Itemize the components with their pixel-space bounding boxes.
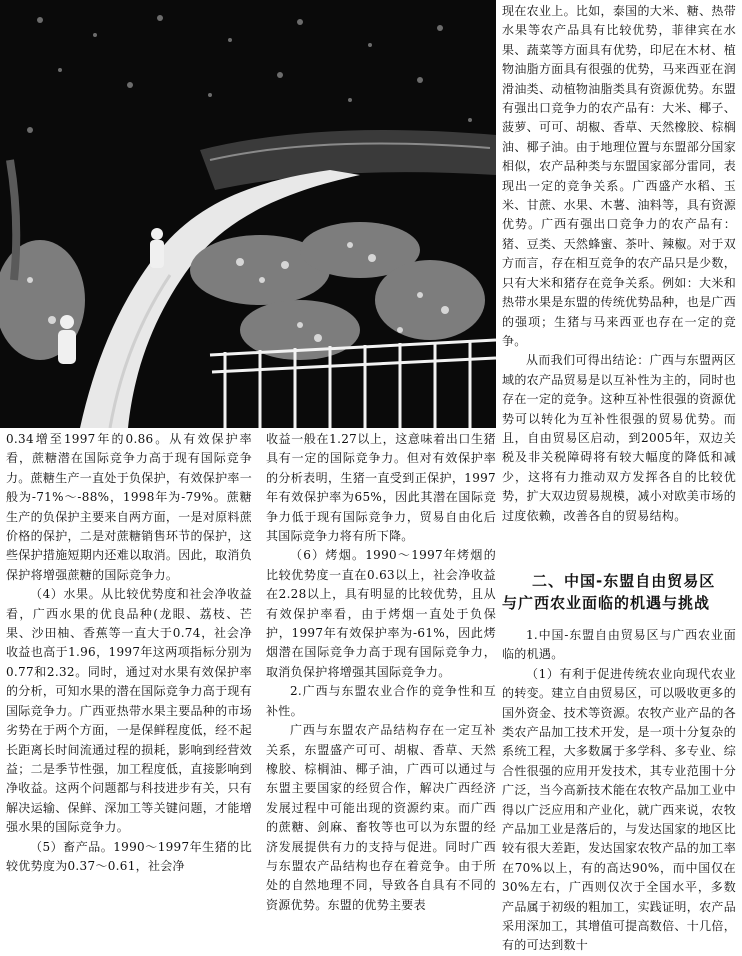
paragraph-livestock: （5）畜产品。1990～1997年生猪的比较优势度为0.37～0.61，社会净 (6, 839, 252, 873)
paragraph-tobacco: （6）烤烟。1990～1997年烤烟的比较优势度一直在0.63以上，社会净收益在2.28以上，具有明显的比较优势，且从有效保护率看，由于烤烟一直处于负保护，1997年有效保护率为-61%，因此烤烟潜在国际竞争力高于现有国际竞争力，取消负保护将增强其国际竞争力。 (266, 548, 496, 679)
paragraph-modern-agriculture: （1）有利于促进传统农业向现代农业的转变。建立自由贸易区，可以吸收更多的国外资金、技术等资源。农牧产业产品的各类农产品加工技术开发，是一项十分复杂的系统工程，大多数属于多学科、多专业、综合性很强的应用开发技术，其专业范围十分广泛，当今高新技术能在农牧产品加工业中得以广泛应用和产业化，就广西来说，农牧产品加工业是落后的，与发达国家的地区比较有很大差距，发达国家农牧产品的加工率在70%以上，有的高达90%，而中国仅在30%左右，广西则仅次于全国水平，多数产品属于初级的粗加工，实践证明，农产品采用深加工，其增值可提高数倍、十几倍，有的可达到数十 (502, 666, 736, 953)
section-heading-line1: 二、中国-东盟自由贸易区 (532, 571, 716, 590)
paragraph-conclusion: 从而我们可得出结论：广西与东盟两区域的农产品贸易是以互补性为主的，同时也存在一定的竞争。这种互补性很强的资源优势可以转化为互补性很强的贸易优势。而且，自由贸易区启动，到2005年，双边关税及非关税障碍将有较大幅度的降低和减少，这将有力推动双方发挥各自的比较优势，扩大双边贸易规模，减小对欧美市场的过度依赖，改善各自的贸易结构。 (502, 353, 736, 523)
column-left (6, 430, 252, 876)
paragraph-livestock-cont: 收益一般在1.27以上，这意味着出口生猪具有一定的国际竞争力。但对有效保护率的分析表明，生猪一直受到正保护，1997年有效保护率为65%，因此其潜在国际竞争力低于现有国际竞争力，贸易自由化后其国际竞争力将有所下降。 (266, 432, 496, 544)
section-heading (502, 570, 736, 614)
paragraph-sugar: 0.34增至1997年的0.86。从有效保护率看，蔗糖潜在国际竞争力高于现有国际竞争力。蔗糖生产一直处于负保护，有效保护率一般为-71%～-88%，1998年为-79%。蔗糖生产的负保护主要来自两方面，一是对原料蔗价格的保护，二是对蔗糖销售环节的保护，这些保护措施短期内还难以取消。因此，取消负保护将增强蔗糖的国际竞争力。 (6, 432, 253, 582)
garden-photo-graphic (0, 0, 496, 428)
subheading-opportunities: 1.中国-东盟自由贸易区与广西农业面临的机遇。 (502, 627, 736, 662)
section-heading-line2: 与广西农业面临的机遇与挑战 (502, 593, 711, 612)
paragraph-asean-advantages: 现在农业上。比如，泰国的大米、糖、热带水果等农产品具有比较优势，菲律宾在水果、蔬菜等方面具有优势，印尼在木材、植物油脂方面具有很强的优势，马来西亚在润滑油类、动植物油脂类具有资源优势。东盟有强出口竞争力的农产品有：大米、椰子、菠萝、可可、胡椒、香草、天然橡胶、棕榈油、椰子油。由于地理位置与东盟部分国家相似，农产品种类与东盟国家部分雷同，表现出一定的竞争关系。广西盛产水稻、玉米、甘蔗、水果、木薯、油料等，具有资源优势。广西有强出口竞争力的农产品有：猪、豆类、天然蜂蜜、茶叶、辣椒。对于双方而言，存在相互竞争的农产品只是少数，只有大米和猪存在竞争关系。例如：大米和热带水果是东盟的传统优势品种，也是广西的强项；生猪与马来西亚也存在一定的竞争。 (502, 4, 736, 348)
garden-photo (0, 0, 496, 428)
column-right (502, 2, 736, 956)
paragraph-fruit: （4）水果。从比较优势度和社会净收益看，广西水果的优良品种(龙眼、荔枝、芒果、沙田柚、香蕉等一直大于0.74，社会净收益也高于1.96，1997年这两项指标分别为0.77和2.32。同时，通过对水果有效保护率的分析，可知水果的潜在国际竞争力高于现有国际竞争力。广西亚热带水果主要品种的市场劣势在于两个方面，一是保鲜程度低，经不起长距离长时间流通过程的损耗，影响到经营效益；二是季节性强，加工程度低，直接影响到净收益。这两个问题都与科技进步有关，只有解决运输、保鲜、深加工等关键问题，才能增强水果的国际竞争力。 (6, 587, 253, 835)
paragraph-complementarity: 广西与东盟农产品结构存在一定互补关系，东盟盛产可可、胡椒、香草、天然橡胶、棕榈油、椰子油，广西可以通过与东盟主要国家的经贸合作，解决广西经济发展过程中可能出现的资源约束。而广西的蔗糖、剑麻、畜牧等也可以为东盟的经济发展提供有力的支持与促进。同时广西与东盟农产品结构也存在着竞争。由于所处的自然地理不同，导致各自具有不同的资源优势。东盟的优势主要表 (266, 723, 496, 912)
subheading-competition: 2.广西与东盟农业合作的竞争性和互补性。 (266, 684, 496, 718)
column-middle (266, 430, 496, 915)
